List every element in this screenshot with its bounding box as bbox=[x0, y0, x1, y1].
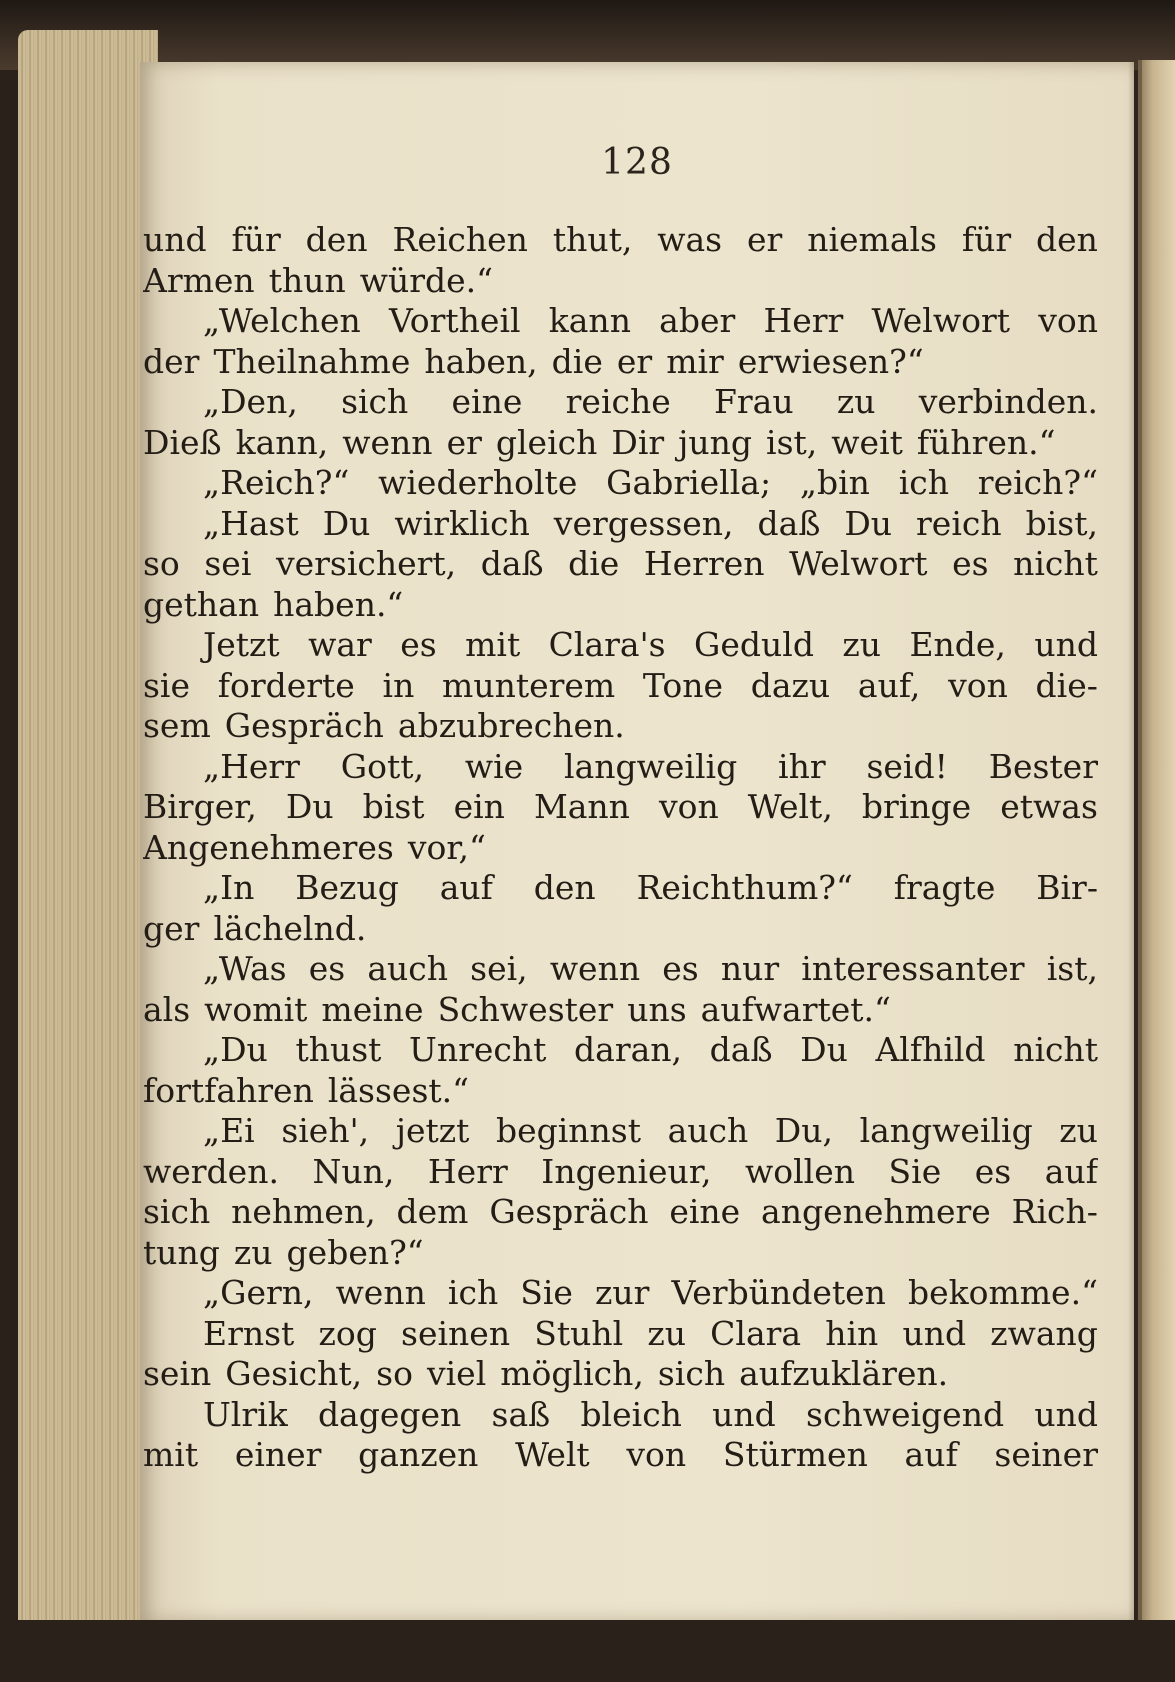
word: saß bbox=[491, 1394, 551, 1434]
word: war bbox=[308, 625, 372, 664]
word: er bbox=[446, 422, 482, 462]
word: Clara's bbox=[548, 625, 666, 664]
word: mit bbox=[465, 625, 521, 664]
word: „In bbox=[203, 868, 255, 907]
word: aufzuklären. bbox=[739, 1354, 949, 1393]
word: Stürmen bbox=[722, 1435, 868, 1474]
word: mir bbox=[666, 341, 724, 381]
word: ich bbox=[447, 1273, 499, 1312]
word: Gespräch bbox=[489, 1192, 649, 1231]
word: reiche bbox=[565, 382, 671, 421]
word: hin bbox=[825, 1313, 879, 1353]
word: den bbox=[533, 868, 596, 907]
word: für bbox=[961, 220, 1012, 259]
word: Tone bbox=[642, 665, 724, 705]
word: Theilnahme bbox=[213, 341, 411, 381]
text-line bbox=[143, 1233, 1098, 1273]
word: sich bbox=[657, 1354, 726, 1393]
word: sei bbox=[204, 544, 252, 583]
text-line bbox=[143, 342, 1098, 382]
word: wiederholte bbox=[378, 463, 578, 502]
text-line bbox=[143, 747, 1098, 787]
word: „Herr bbox=[203, 746, 300, 786]
word: Reichen bbox=[392, 220, 528, 259]
word: den bbox=[1036, 220, 1098, 259]
word: lächelnd. bbox=[213, 908, 367, 948]
word: dem bbox=[396, 1192, 469, 1231]
word: gleich bbox=[495, 422, 598, 462]
word: wirklich bbox=[394, 503, 530, 543]
word: „Du bbox=[203, 1030, 268, 1069]
word: Gesicht, bbox=[225, 1354, 363, 1393]
word: abzubrechen. bbox=[397, 706, 625, 745]
word: wenn bbox=[342, 422, 433, 462]
word: Herren bbox=[643, 544, 765, 583]
word: langweilig bbox=[859, 1111, 1033, 1150]
word: ger bbox=[143, 908, 200, 948]
word: würde.“ bbox=[359, 260, 494, 300]
word: uns bbox=[627, 989, 687, 1029]
word: Armen bbox=[143, 260, 255, 300]
word: ist, bbox=[766, 422, 818, 462]
text-line bbox=[143, 544, 1098, 584]
word: und bbox=[712, 1394, 776, 1434]
word: „Hast bbox=[203, 503, 299, 543]
text-line bbox=[143, 1192, 1098, 1232]
word: für bbox=[231, 220, 281, 259]
word: kann, bbox=[235, 422, 329, 462]
word: auf bbox=[439, 868, 493, 907]
word: Du bbox=[844, 503, 893, 543]
word: Ulrik bbox=[203, 1394, 288, 1434]
word: sem bbox=[143, 706, 211, 745]
word: Angenehmeres bbox=[143, 827, 394, 867]
word: Herr bbox=[427, 1151, 508, 1191]
word: es bbox=[400, 625, 437, 664]
word: in bbox=[382, 665, 415, 705]
word: jung bbox=[678, 422, 753, 462]
page-edge-right bbox=[1138, 60, 1175, 1620]
word: auf bbox=[1044, 1151, 1098, 1191]
word: Welwort bbox=[789, 544, 928, 583]
word: sie bbox=[143, 665, 191, 705]
text-line bbox=[143, 666, 1098, 706]
word: zu bbox=[842, 625, 882, 664]
word: langweilig bbox=[564, 746, 738, 786]
word: bringe bbox=[861, 787, 972, 826]
word: Dieß bbox=[143, 422, 222, 462]
word: Welwort bbox=[871, 301, 1010, 340]
word: auch bbox=[667, 1111, 749, 1150]
word: sei, bbox=[470, 949, 528, 988]
word: so bbox=[376, 1354, 413, 1393]
word: fragte bbox=[893, 868, 996, 907]
text-line bbox=[143, 463, 1098, 503]
word: Welt, bbox=[747, 787, 833, 826]
word: fortfahren bbox=[143, 1070, 314, 1110]
text-line bbox=[143, 1030, 1098, 1070]
word: zu bbox=[836, 382, 876, 421]
word: Ingenieur, bbox=[541, 1151, 712, 1191]
word: geben?“ bbox=[286, 1232, 424, 1272]
word: Vortheil bbox=[388, 301, 521, 340]
word: wie bbox=[464, 746, 524, 786]
word: Gabriella; bbox=[606, 463, 772, 502]
text-line bbox=[143, 585, 1098, 625]
word: schweigend bbox=[806, 1394, 1005, 1434]
word: seinen bbox=[401, 1313, 511, 1353]
word: bekomme.“ bbox=[907, 1273, 1098, 1312]
word: Ende, bbox=[909, 625, 1006, 664]
word: möglich, bbox=[500, 1354, 644, 1393]
word: ganzen bbox=[358, 1435, 479, 1474]
text-line bbox=[143, 949, 1098, 989]
text-line bbox=[143, 1354, 1098, 1394]
word: aufwartet.“ bbox=[700, 989, 891, 1029]
word: Du bbox=[800, 1030, 848, 1069]
word: auf bbox=[904, 1435, 958, 1474]
word: führen.“ bbox=[916, 422, 1056, 462]
word: sieh', bbox=[281, 1111, 370, 1150]
word: kann bbox=[548, 301, 631, 340]
word: ihr bbox=[778, 746, 826, 786]
word: nur bbox=[720, 949, 780, 988]
word: „bin bbox=[799, 463, 870, 502]
word: von bbox=[626, 1435, 687, 1474]
word: aber bbox=[659, 301, 736, 340]
word: Sie bbox=[888, 1151, 942, 1191]
word: Du bbox=[322, 503, 371, 543]
word: munterem bbox=[442, 665, 616, 705]
text-line bbox=[143, 625, 1098, 665]
text-line bbox=[143, 1152, 1098, 1192]
word: „Ei bbox=[203, 1111, 255, 1150]
word: zwang bbox=[990, 1313, 1098, 1353]
word: als bbox=[143, 989, 191, 1029]
word: Schwester bbox=[437, 989, 614, 1029]
word: Du, bbox=[774, 1111, 833, 1150]
word: es bbox=[308, 949, 346, 988]
word: nicht bbox=[1013, 1030, 1098, 1069]
word: und bbox=[1034, 625, 1098, 664]
word: angenehmere bbox=[761, 1192, 991, 1231]
word: vor,“ bbox=[407, 827, 486, 867]
word: zur bbox=[595, 1273, 650, 1312]
word: er bbox=[616, 341, 653, 381]
word: von bbox=[1038, 301, 1098, 340]
word: was bbox=[657, 220, 723, 259]
word: „Reich?“ bbox=[203, 463, 350, 502]
text-line bbox=[143, 868, 1098, 908]
word: es bbox=[952, 544, 989, 583]
word: auf, bbox=[857, 665, 921, 705]
word: Nun, bbox=[312, 1151, 395, 1191]
word: haben.“ bbox=[273, 584, 404, 624]
text-line bbox=[143, 787, 1098, 827]
word: Geduld bbox=[694, 625, 814, 664]
word: sich bbox=[341, 382, 409, 421]
word: einer bbox=[234, 1435, 322, 1474]
word: thun bbox=[268, 260, 346, 300]
word: verbinden. bbox=[918, 382, 1098, 421]
word: thut, bbox=[552, 220, 633, 259]
word: zu bbox=[233, 1232, 273, 1272]
word: lässest.“ bbox=[327, 1070, 470, 1110]
word: Frau bbox=[714, 382, 794, 421]
word: Birger, bbox=[143, 787, 257, 826]
text-line bbox=[143, 909, 1098, 949]
word: Bester bbox=[988, 746, 1098, 786]
word: reich?“ bbox=[977, 463, 1098, 502]
word: Gespräch bbox=[224, 706, 384, 745]
word: „Welchen bbox=[203, 301, 361, 340]
word: von bbox=[658, 787, 719, 826]
text-line bbox=[143, 301, 1098, 341]
word: der bbox=[143, 341, 200, 381]
word: niemals bbox=[807, 220, 937, 259]
word: die bbox=[551, 341, 603, 381]
word: Dir bbox=[611, 422, 665, 462]
word: wenn bbox=[335, 1273, 426, 1312]
word: thust bbox=[295, 1030, 382, 1069]
word: zu bbox=[647, 1313, 686, 1353]
word: Gott, bbox=[340, 746, 425, 786]
text-line bbox=[143, 1314, 1098, 1354]
word: beginnst bbox=[495, 1111, 641, 1150]
word: bist bbox=[362, 787, 425, 826]
word: mit bbox=[143, 1435, 199, 1474]
word: bist, bbox=[1025, 503, 1098, 543]
word: Verbündeten bbox=[671, 1273, 886, 1312]
word: seiner bbox=[994, 1435, 1098, 1474]
book-cover-top bbox=[0, 0, 1175, 70]
word: daran, bbox=[574, 1030, 683, 1069]
word: weit bbox=[831, 422, 903, 462]
word: dazu bbox=[750, 665, 831, 705]
word: nicht bbox=[1013, 544, 1098, 583]
word: eine bbox=[669, 1192, 741, 1231]
word: seid! bbox=[866, 746, 948, 786]
page-number: 128 bbox=[601, 142, 673, 183]
word: ist, bbox=[1046, 949, 1098, 988]
word: gethan bbox=[143, 584, 260, 624]
word: Stuhl bbox=[534, 1313, 624, 1353]
text-line bbox=[143, 261, 1098, 301]
word: womit bbox=[204, 989, 308, 1029]
word: Alfhild bbox=[875, 1030, 986, 1069]
word: ein bbox=[453, 787, 505, 826]
word: zu bbox=[1059, 1111, 1098, 1150]
word: er bbox=[747, 220, 783, 259]
word: meine bbox=[321, 989, 424, 1029]
word: dagegen bbox=[317, 1394, 462, 1434]
word: zog bbox=[318, 1313, 377, 1353]
word: wollen bbox=[745, 1151, 856, 1191]
text-line bbox=[143, 990, 1098, 1030]
text-line bbox=[143, 1071, 1098, 1111]
word: und bbox=[143, 220, 207, 259]
word: viel bbox=[426, 1354, 487, 1393]
word: Reichthum?“ bbox=[636, 868, 853, 907]
book-cover-bottom bbox=[0, 1620, 1175, 1682]
word: Ernst bbox=[203, 1313, 295, 1353]
word: Welt bbox=[515, 1435, 590, 1474]
word: von bbox=[948, 665, 1008, 705]
word: nehmen, bbox=[231, 1192, 376, 1231]
word: Mann bbox=[533, 787, 630, 826]
text-line bbox=[143, 706, 1098, 746]
word: erwiesen?“ bbox=[737, 341, 924, 381]
text-line bbox=[143, 1395, 1098, 1435]
word: ich bbox=[898, 463, 949, 502]
text-line bbox=[143, 1111, 1098, 1151]
word: reich bbox=[916, 503, 1002, 543]
word: „Gern, bbox=[203, 1273, 314, 1312]
word: es bbox=[974, 1151, 1012, 1191]
word: Unrecht bbox=[409, 1030, 547, 1069]
word: interessanter bbox=[801, 949, 1025, 988]
word: Herr bbox=[763, 301, 844, 340]
text-line bbox=[143, 382, 1098, 422]
word: so bbox=[143, 544, 180, 583]
word: jetzt bbox=[395, 1111, 470, 1150]
word: sein bbox=[143, 1354, 212, 1393]
word: versichert, bbox=[275, 544, 457, 583]
word: daß bbox=[709, 1030, 773, 1069]
text-line bbox=[143, 828, 1098, 868]
text-line bbox=[143, 423, 1098, 463]
word: sich bbox=[143, 1192, 211, 1231]
page-gutter-shadow bbox=[1128, 60, 1142, 1620]
word: tung bbox=[143, 1232, 220, 1272]
word: daß bbox=[480, 544, 544, 583]
text-line bbox=[143, 504, 1098, 544]
word: Bir- bbox=[1036, 868, 1098, 907]
word: Clara bbox=[710, 1313, 802, 1353]
word: die- bbox=[1035, 665, 1098, 705]
word: Jetzt bbox=[203, 625, 280, 664]
word: etwas bbox=[1000, 787, 1098, 826]
word: daß bbox=[757, 503, 821, 543]
word: eine bbox=[451, 382, 523, 421]
word: und bbox=[1034, 1394, 1098, 1434]
text-line bbox=[143, 220, 1098, 260]
page-edges-left bbox=[18, 30, 158, 1630]
text-line bbox=[143, 1435, 1098, 1475]
word: „Was bbox=[203, 949, 287, 988]
word: die bbox=[568, 544, 620, 583]
word: vergessen, bbox=[553, 503, 734, 543]
text-line bbox=[143, 1273, 1098, 1313]
word: haben, bbox=[424, 341, 538, 381]
word: Du bbox=[285, 787, 334, 826]
word: forderte bbox=[217, 665, 355, 705]
word: wenn bbox=[549, 949, 641, 988]
book-page bbox=[140, 62, 1134, 1622]
word: es bbox=[662, 949, 699, 988]
word: Bezug bbox=[295, 868, 399, 907]
word: den bbox=[305, 220, 368, 259]
word: „Den, bbox=[203, 382, 298, 421]
word: Sie bbox=[520, 1273, 573, 1312]
word: Rich- bbox=[1011, 1192, 1098, 1231]
word: bleich bbox=[580, 1394, 682, 1434]
word: werden. bbox=[143, 1151, 279, 1191]
word: auch bbox=[367, 949, 449, 988]
word: und bbox=[902, 1313, 967, 1353]
